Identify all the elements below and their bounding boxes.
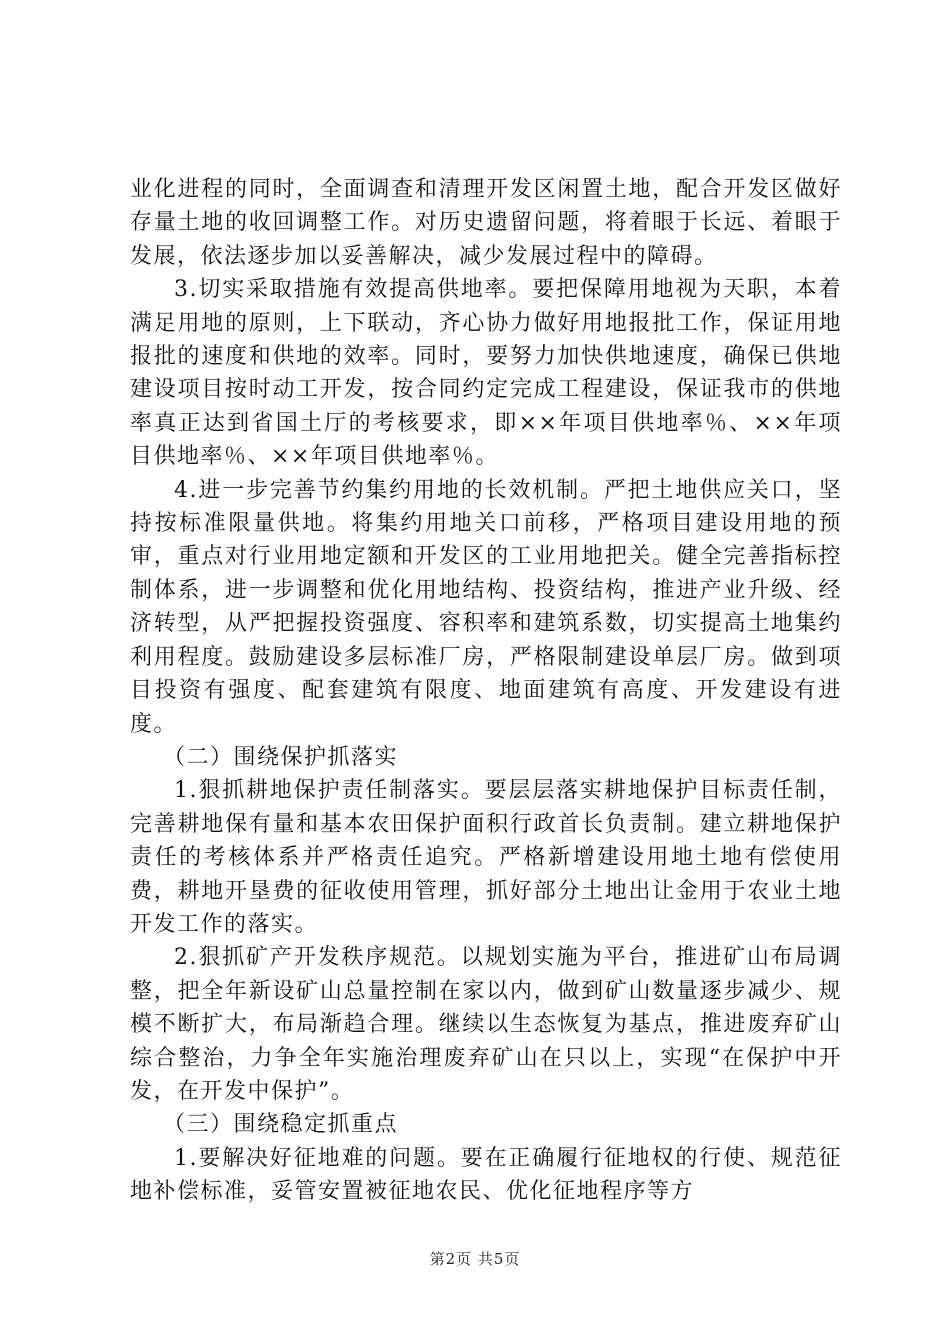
- paragraph-item-1-stability: 1.要解决好征地难的问题。要在正确履行征地权的行使、规范征地补偿标准，妥管安置被征地农民、优化征地程序等方: [130, 1145, 842, 1205]
- page-number-footer: 第2页 共5页: [429, 1250, 521, 1268]
- section-heading-2: （二）围绕保护抓落实: [163, 744, 399, 770]
- paragraph-item-2: 2.狠抓矿产开发秩序规范。以规划实施为平台，推进矿山布局调整，把全年新设矿山总量控制在家以内，做到矿山数量逐步减少、规模不断扩大，布局渐趋合理。继续以生态恢复为基点，推进废弃矿山综合整治，力争全年实施治理废弃矿山在只以上，实现“在保护中开发，在开发中保护”。: [130, 945, 842, 1104]
- paragraph-item-1: 1.狠抓耕地保护责任制落实。要层层落实耕地保护目标责任制，完善耕地保有量和基本农田保护面积行政首长负责制。建立耕地保护责任的考核体系并严格责任追究。严格新增建设用地土地有偿使用费，耕地开垦费的征收使用管理，抓好部分土地出让金用于农业土地开发工作的落实。: [130, 778, 842, 937]
- paragraph-continuation: 业化进程的同时，全面调查和清理开发区闲置土地，配合开发区做好存量土地的收回调整工作。对历史遗留问题，将着眼于长远、着眼于发展，依法逐步加以妥善解决，减少发展过程中的障碍。: [130, 177, 842, 269]
- section-heading-3: （三）围绕稳定抓重点: [163, 1112, 399, 1138]
- paragraph-item-4: 4.进一步完善节约集约用地的长效机制。严把土地供应关口，坚持按标准限量供地。将集约用地关口前移，严格项目建设用地的预审，重点对行业用地定额和开发区的工业用地把关。健全完善指标控制体系，进一步调整和优化用地结构、投资结构，推进产业升级、经济转型，从严把握投资强度、容积率和建筑系数，切实提高土地集约利用程度。鼓励建设多层标准厂房，严格限制建设单层厂房。做到项目投资有强度、配套建筑有限度、地面建筑有高度、开发建设有进度。: [130, 477, 842, 737]
- document-body: [130, 173, 842, 1209]
- paragraph-item-3: 3.切实采取措施有效提高供地率。要把保障用地视为天职，本着满足用地的原则，上下联动，齐心协力做好用地报批工作，保证用地报批的速度和供地的效率。同时，要努力加快供地速度，确保已供地建设项目按时动工开发，按合同约定完成工程建设，保证我市的供地率真正达到省国土厅的考核要求，即××年项目供地率％、××年项目供地率％、××年项目供地率％。: [130, 277, 842, 470]
